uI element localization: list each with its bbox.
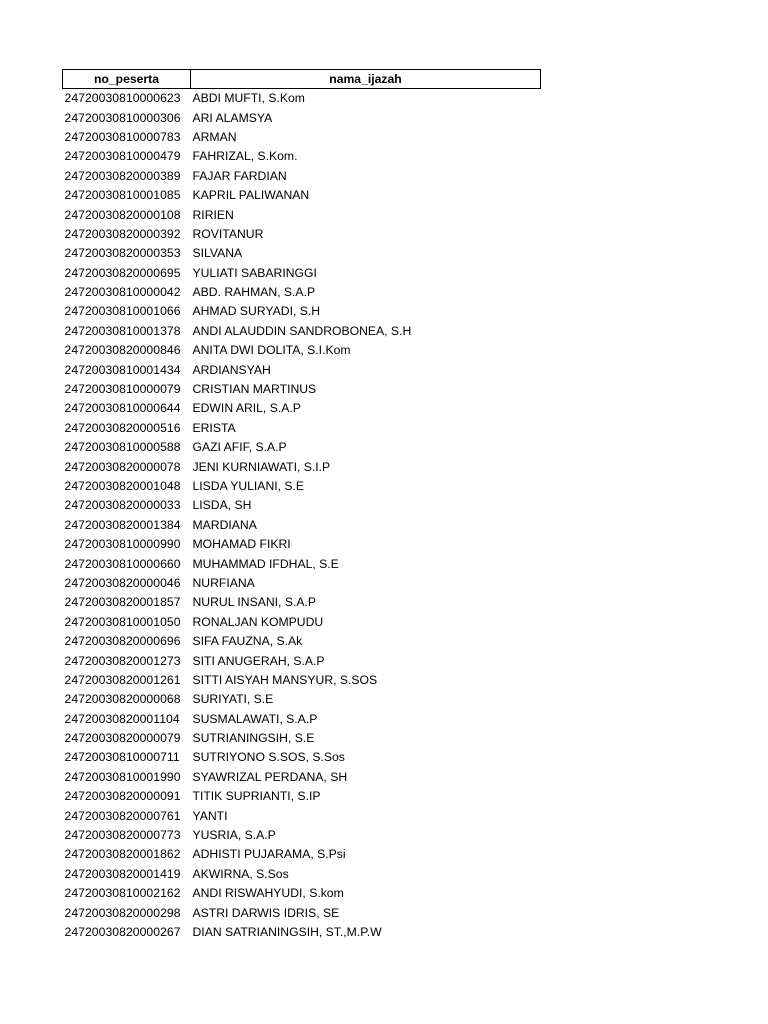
table-row [63,225,541,244]
table-row [63,535,541,554]
no-peserta-cell: 24720030820000078 [64,459,181,474]
table-row [63,632,541,651]
nama-ijazah-cell: ARMAN [192,129,237,144]
table-row [63,729,541,748]
nama-ijazah-cell: DIAN SATRIANINGSIH, ST.,M.P.W [192,924,382,939]
no-peserta-cell: 24720030820000079 [64,731,181,746]
no-peserta-cell: 24720030820000091 [64,789,181,804]
no-peserta-cell: 24720030820000068 [64,692,181,707]
nama-ijazah-cell: GAZI AFIF, S.A.P [192,440,287,455]
column-header-nama-ijazah: nama_ijazah [191,70,541,89]
no-peserta-cell: 24720030820000392 [64,226,181,241]
no-peserta-cell: 24720030810000479 [64,149,181,164]
table-row [63,477,541,496]
nama-ijazah-cell: SURIYATI, S.E [192,692,274,707]
no-peserta-cell: 24720030810000644 [64,401,181,416]
no-peserta-cell: 24720030820000046 [64,575,181,590]
no-peserta-cell: 24720030820001862 [64,847,181,862]
table-row [63,748,541,767]
table-row [63,671,541,690]
no-peserta-cell: 24720030820000846 [64,343,181,358]
nama-ijazah-cell: ARDIANSYAH [192,362,271,377]
table-row [63,845,541,864]
table-row [63,554,541,573]
no-peserta-cell: 24720030810001050 [64,614,181,629]
no-peserta-cell: 24720030820001048 [64,479,181,493]
no-peserta-cell: 24720030810000042 [64,285,181,300]
table-row [63,264,541,283]
nama-ijazah-cell: ANDI RISWAHYUDI, S.kom [192,886,344,901]
table-row [63,787,541,806]
table-row [63,865,541,884]
no-peserta-cell: 24720030810001434 [64,362,181,377]
table-row [63,108,541,127]
nama-ijazah-cell: YUSRIA, S.A.P [192,828,276,843]
no-peserta-cell: 24720030820000267 [64,924,181,939]
nama-ijazah-cell: SITTI AISYAH MANSYUR, S.SOS [192,672,378,687]
nama-ijazah-cell: CRISTIAN MARTINUS [192,382,317,397]
no-peserta-cell: 24720030820001857 [64,595,181,610]
table-row [63,710,541,729]
table-row [63,419,541,438]
table-row [63,826,541,845]
table-row [63,574,541,593]
nama-ijazah-cell: AHMAD SURYADI, S.H [192,304,321,319]
table-row [63,360,541,379]
table-body [63,89,541,943]
no-peserta-cell: 24720030820001104 [64,711,180,726]
nama-ijazah-cell: MARDIANA [192,517,257,532]
participant-list-sheet [62,69,542,942]
no-peserta-cell: 24720030810000623 [64,91,181,106]
nama-ijazah-cell: YANTI [192,808,228,823]
nama-ijazah-cell: SILVANA [192,246,243,261]
nama-ijazah-cell: KAPRIL PALIWANAN [192,188,310,203]
nama-ijazah-cell: NURUL INSANI, S.A.P [192,595,316,610]
nama-ijazah-cell: EDWIN ARIL, S.A.P [192,401,301,416]
table-row [63,128,541,147]
no-peserta-cell: 24720030820001273 [64,653,181,668]
table-row [63,768,541,787]
nama-ijazah-cell: SYAWRIZAL PERDANA, SH [192,769,348,784]
no-peserta-cell: 24720030820001419 [64,866,181,881]
table-row [63,806,541,825]
no-peserta-cell: 24720030810000990 [64,537,181,552]
table-row [63,205,541,224]
table-row [63,380,541,399]
table-row [63,613,541,632]
nama-ijazah-cell: RIRIEN [192,207,234,222]
table-header [63,70,541,89]
no-peserta-cell: 24720030810001066 [64,304,181,319]
no-peserta-cell: 24720030810000079 [64,382,181,397]
nama-ijazah-cell: SIFA FAUZNA, S.Ak [192,634,303,649]
nama-ijazah-cell: TITIK SUPRIANTI, S.IP [192,789,321,804]
nama-ijazah-cell: SUTRIANINGSIH, S.E [192,731,315,746]
nama-ijazah-cell: NURFIANA [192,575,255,590]
nama-ijazah-cell: ANITA DWI DOLITA, S.I.Kom [192,343,351,358]
nama-ijazah-cell: JENI KURNIAWATI, S.I.P [192,459,331,474]
table-row [63,651,541,670]
no-peserta-cell: 24720030810002162 [64,886,181,901]
nama-ijazah-cell: ANDI ALAUDDIN SANDROBONEA, S.H [192,323,412,338]
no-peserta-cell: 24720030820000298 [64,905,181,920]
table-row [63,438,541,457]
nama-ijazah-cell: ERISTA [192,420,236,435]
no-peserta-cell: 24720030820000695 [64,265,181,280]
nama-ijazah-cell: ABDI MUFTI, S.Kom [192,91,305,106]
column-header-no-peserta: no_peserta [63,70,191,89]
no-peserta-cell: 24720030810000711 [64,750,180,765]
no-peserta-cell: 24720030820001384 [64,517,181,532]
table-row [63,89,541,109]
nama-ijazah-cell: MOHAMAD FIKRI [192,537,291,552]
no-peserta-cell: 24720030820000761 [64,808,181,823]
table-row [63,341,541,360]
nama-ijazah-cell: SITI ANUGERAH, S.A.P [192,653,325,668]
nama-ijazah-cell: LISDA YULIANI, S.E [192,479,305,493]
nama-ijazah-cell: LISDA, SH [192,498,252,513]
nama-ijazah-cell: FAHRIZAL, S.Kom. [192,149,298,164]
table-row [63,244,541,263]
no-peserta-cell: 24720030820000389 [64,168,181,183]
no-peserta-cell: 24720030810001990 [64,769,181,784]
no-peserta-cell: 24720030820000353 [64,246,181,261]
table-row [63,903,541,922]
table-row [63,923,541,942]
table-row [63,690,541,709]
nama-ijazah-cell: MUHAMMAD IFDHAL, S.E [192,556,339,571]
table-row [63,302,541,321]
no-peserta-cell: 24720030810000306 [64,110,181,125]
table-row [63,593,541,612]
table-row [63,516,541,535]
table-row [63,167,541,186]
nama-ijazah-cell: ABD. RAHMAN, S.A.P [192,285,316,300]
nama-ijazah-cell: ASTRI DARWIS IDRIS, SE [192,905,340,920]
table-row [63,283,541,302]
table-row [63,399,541,418]
no-peserta-cell: 24720030810000660 [64,556,181,571]
no-peserta-cell: 24720030820000696 [64,634,181,649]
nama-ijazah-cell: YULIATI SABARINGGI [192,265,317,280]
nama-ijazah-cell: ARI ALAMSYA [192,110,273,125]
participant-table [62,69,541,942]
nama-ijazah-cell: ADHISTI PUJARAMA, S.Psi [192,847,346,862]
table-row [63,884,541,903]
no-peserta-cell: 24720030810000783 [64,129,181,144]
table-row [63,186,541,205]
header-row [63,70,541,89]
no-peserta-cell: 24720030820000033 [64,498,181,513]
table-row [63,457,541,476]
no-peserta-cell: 24720030820000773 [64,828,181,843]
table-row [63,496,541,515]
table-row [63,322,541,341]
no-peserta-cell: 24720030820000516 [64,420,181,435]
no-peserta-cell: 24720030810001085 [64,188,181,203]
nama-ijazah-cell: AKWIRNA, S.Sos [192,866,289,881]
no-peserta-cell: 24720030820001261 [64,672,181,687]
nama-ijazah-cell: ROVITANUR [192,226,264,241]
table-row [63,147,541,166]
no-peserta-cell: 24720030810000588 [64,440,181,455]
nama-ijazah-cell: RONALJAN KOMPUDU [192,614,324,629]
nama-ijazah-cell: FAJAR FARDIAN [192,168,287,183]
no-peserta-cell: 24720030820000108 [64,207,181,222]
nama-ijazah-cell: SUTRIYONO S.SOS, S.Sos [192,750,345,765]
nama-ijazah-cell: SUSMALAWATI, S.A.P [192,711,318,726]
no-peserta-cell: 24720030810001378 [64,323,181,338]
